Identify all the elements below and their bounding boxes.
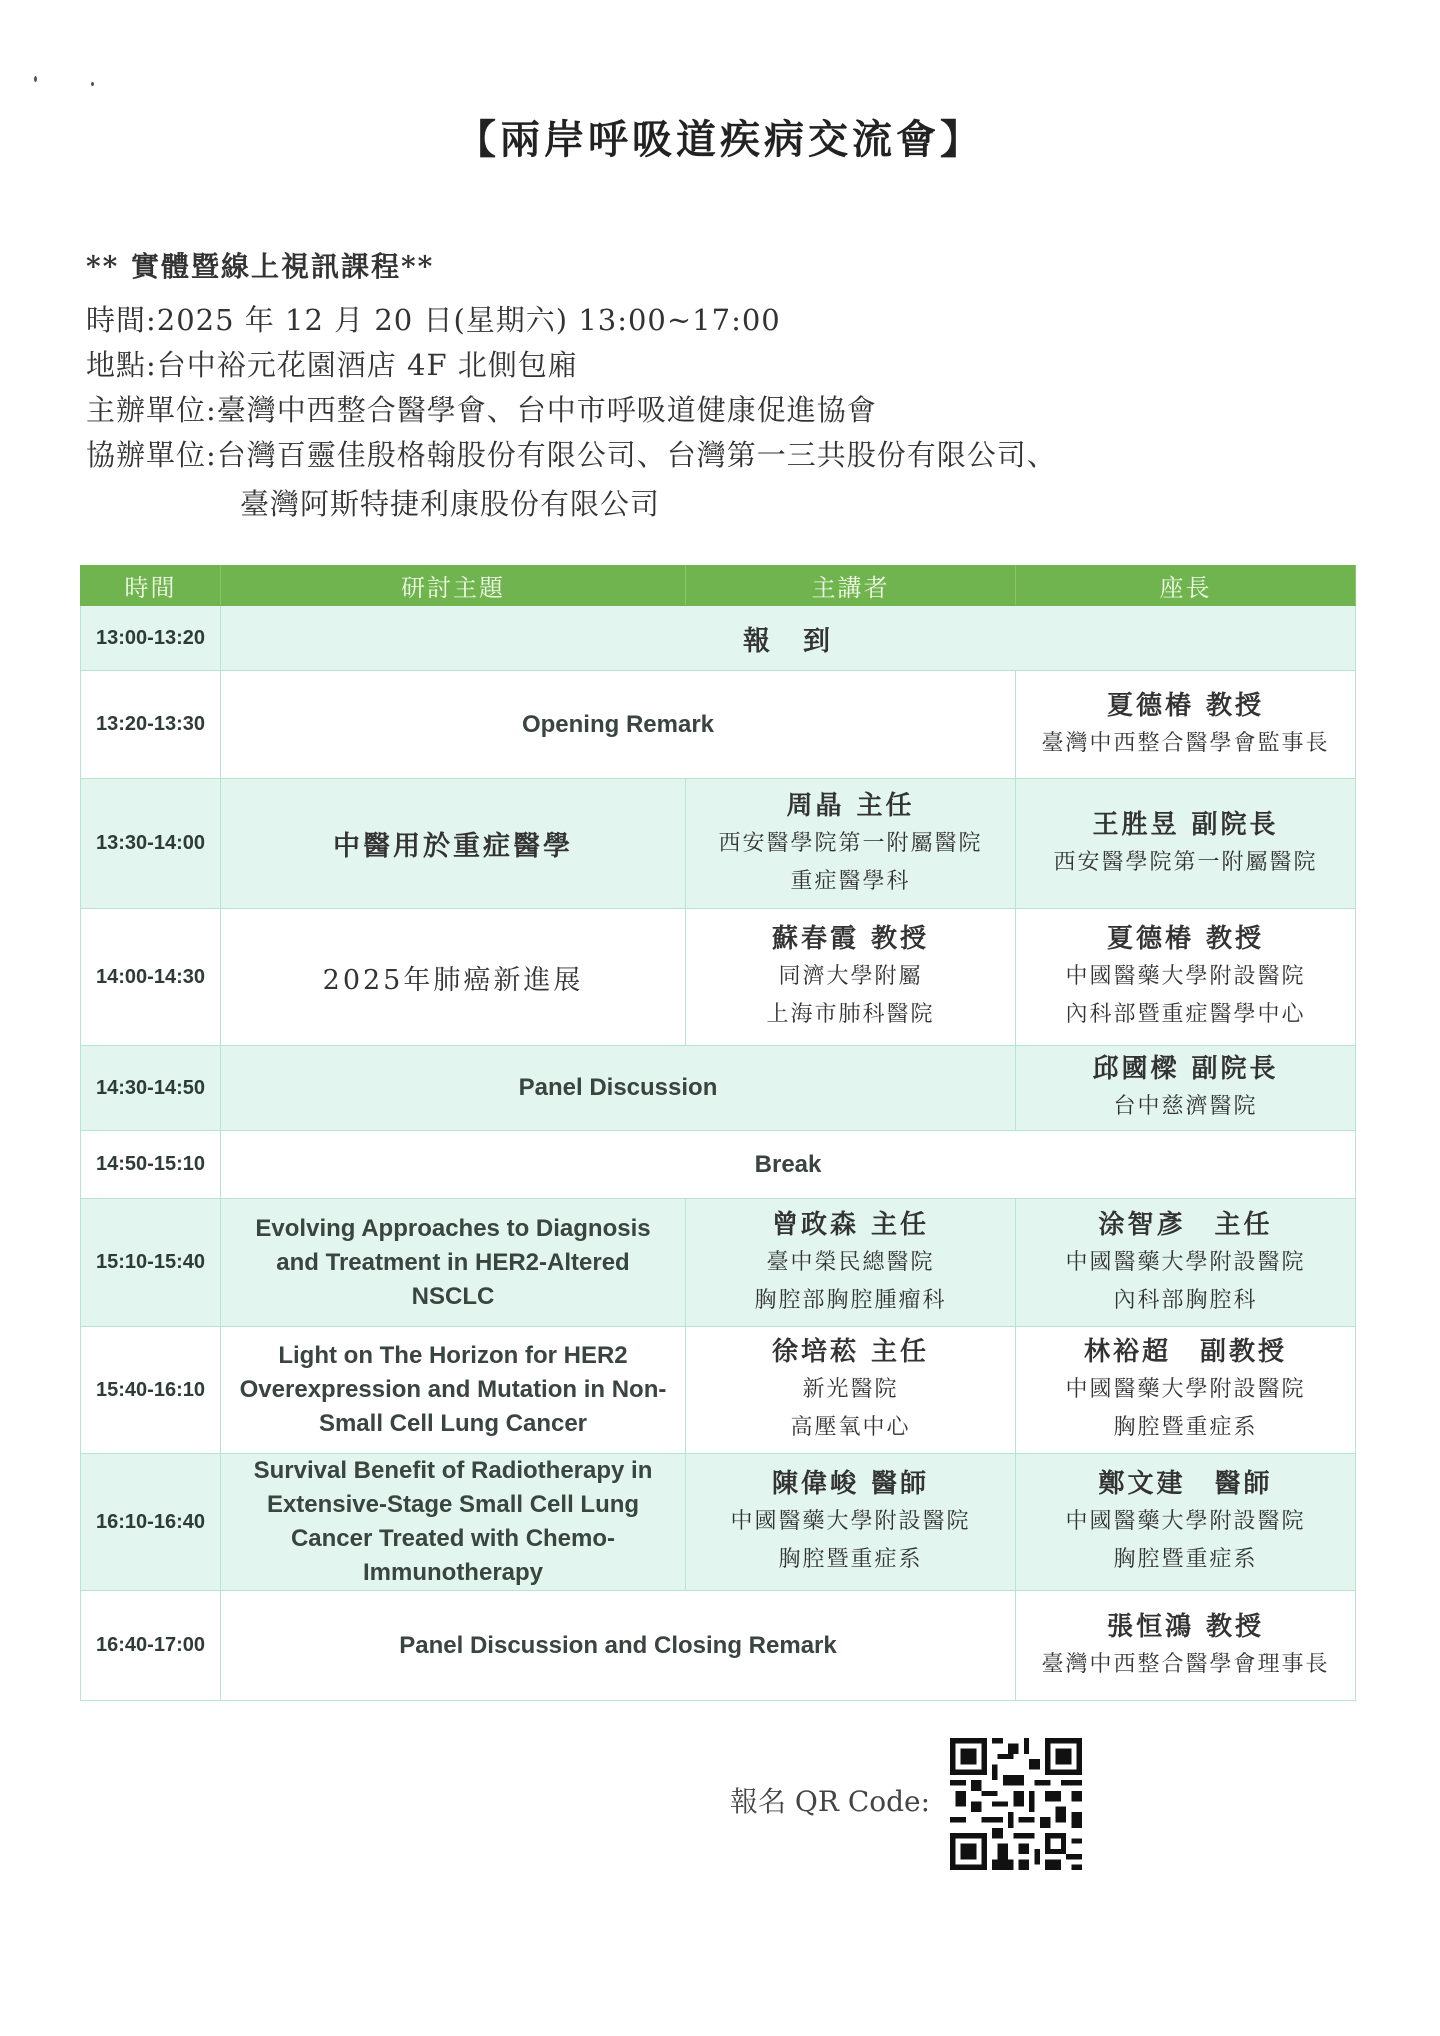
table-row <box>81 1046 1356 1131</box>
chair-affiliation: 中國醫藥大學附設醫院 <box>1065 1377 1306 1402</box>
session-time: 16:40-17:00 <box>81 1591 221 1701</box>
table-row <box>81 606 1356 671</box>
speaker-cell <box>686 1199 1016 1327</box>
speaker-name: 徐培菘 主任 <box>771 1337 930 1367</box>
session-topic: Break <box>221 1131 1356 1199</box>
page-title: 【兩岸呼吸道疾病交流會】 <box>456 116 984 163</box>
chair-name: 夏德椿 教授 <box>1106 924 1265 954</box>
speaker-affiliation: 高壓氧中心 <box>790 1415 911 1440</box>
chair-affiliation: 臺灣中西整合醫學會監事長 <box>1041 730 1330 756</box>
speaker-affiliation: 重症醫學科 <box>790 868 911 894</box>
registration-qr-label: 報名 QR Code: <box>730 1785 931 1818</box>
table-row <box>81 909 1356 1046</box>
chair-cell <box>1016 1199 1356 1327</box>
session-time: 14:00-14:30 <box>81 909 221 1046</box>
chair-affiliation: 內科部胸腔科 <box>1113 1287 1258 1313</box>
session-time: 14:30-14:50 <box>81 1046 221 1131</box>
session-time: 15:40-16:10 <box>81 1327 221 1454</box>
session-topic: Light on The Horizon for HER2 Overexpression and Mutation in Non-Small Cell Lung Cancer <box>221 1327 686 1454</box>
header-chair: 座長 <box>1016 566 1356 606</box>
chair-cell <box>1016 1327 1356 1454</box>
chair-name: 邱國樑 副院長 <box>1092 1054 1279 1084</box>
speaker-cell <box>686 779 1016 909</box>
chair-affiliation: 胸腔暨重症系 <box>1113 1547 1258 1572</box>
qr-code-icon[interactable] <box>950 1738 1082 1870</box>
co-organizer-line1: 協辦單位:台灣百靈佳殷格翰股份有限公司、台灣第一三共股份有限公司、 <box>86 438 1057 472</box>
chair-affiliation: 中國醫藥大學附設醫院 <box>1065 1509 1306 1534</box>
session-topic: Evolving Approaches to Diagnosis and Treatment in HER2-Altered NSCLC <box>221 1199 686 1327</box>
table-row <box>81 1199 1356 1327</box>
table-row <box>81 671 1356 779</box>
co-organizer-line2: 臺灣阿斯特捷利康股份有限公司 <box>240 487 661 521</box>
organizer: 主辦單位:臺灣中西整合醫學會、台中市呼吸道健康促進協會 <box>86 393 877 427</box>
speaker-cell <box>686 909 1016 1046</box>
chair-name: 鄭文建 醫師 <box>1098 1469 1273 1499</box>
session-time: 14:50-15:10 <box>81 1131 221 1199</box>
chair-cell <box>1016 671 1356 779</box>
chair-affiliation: 中國醫藥大學附設醫院 <box>1065 964 1306 989</box>
table-row <box>81 1131 1356 1199</box>
speaker-name: 曾政森 主任 <box>771 1209 930 1240</box>
chair-cell <box>1016 1591 1356 1701</box>
table-row <box>81 1454 1356 1591</box>
chair-affiliation: 西安醫學院第一附屬醫院 <box>1053 849 1318 875</box>
chair-affiliation: 胸腔暨重症系 <box>1113 1415 1258 1440</box>
table-row <box>81 779 1356 909</box>
session-time: 15:10-15:40 <box>81 1199 221 1327</box>
speaker-name: 周晶 主任 <box>786 790 915 821</box>
speaker-affiliation: 新光醫院 <box>802 1377 899 1402</box>
chair-affiliation: 台中慈濟醫院 <box>1113 1094 1258 1119</box>
session-time: 16:10-16:40 <box>81 1454 221 1591</box>
chair-name: 林裕超 副教授 <box>1083 1337 1287 1367</box>
chair-cell <box>1016 1046 1356 1131</box>
session-topic: 中醫用於重症醫學 <box>221 779 686 909</box>
course-subtitle: ** 實體暨線上視訊課程** <box>86 250 435 283</box>
chair-cell <box>1016 909 1356 1046</box>
session-topic: 2025年肺癌新進展 <box>221 909 686 1046</box>
chair-affiliation: 內科部暨重症醫學中心 <box>1065 1002 1306 1027</box>
speaker-affiliation: 同濟大學附屬 <box>778 964 923 989</box>
scan-speck <box>91 82 94 86</box>
speaker-affiliation: 中國醫藥大學附設醫院 <box>730 1509 971 1534</box>
scan-speck <box>34 76 37 82</box>
speaker-cell <box>686 1454 1016 1591</box>
speaker-affiliation: 臺中榮民總醫院 <box>766 1249 935 1275</box>
chair-affiliation: 中國醫藥大學附設醫院 <box>1065 1249 1306 1275</box>
header-topic: 研討主題 <box>221 566 686 606</box>
chair-name: 夏德椿 教授 <box>1106 690 1265 721</box>
table-header-row <box>81 566 1356 606</box>
chair-name: 王胜昱 副院長 <box>1092 809 1279 840</box>
table-row <box>81 1591 1356 1701</box>
session-topic: Panel Discussion and Closing Remark <box>221 1591 1016 1701</box>
header-speaker: 主講者 <box>686 566 1016 606</box>
schedule-table <box>80 565 1356 1701</box>
session-time: 13:20-13:30 <box>81 671 221 779</box>
session-time: 13:00-13:20 <box>81 606 221 671</box>
speaker-affiliation: 胸腔暨重症系 <box>778 1547 923 1572</box>
speaker-affiliation: 上海市肺科醫院 <box>766 1002 935 1027</box>
session-time: 13:30-14:00 <box>81 779 221 909</box>
event-location: 地點:台中裕元花園酒店 4F 北側包廂 <box>86 348 578 382</box>
session-topic: Survival Benefit of Radiotherapy in Extensive-Stage Small Cell Lung Cancer Treated with Chemo-Immunotherapy <box>221 1454 686 1591</box>
speaker-name: 蘇春霞 教授 <box>771 924 930 954</box>
chair-name: 涂智彥 主任 <box>1098 1209 1273 1240</box>
speaker-affiliation: 西安醫學院第一附屬醫院 <box>718 830 983 856</box>
session-topic: Opening Remark <box>221 671 1016 779</box>
speaker-affiliation: 胸腔部胸腔腫瘤科 <box>754 1287 947 1313</box>
table-row <box>81 1327 1356 1454</box>
co-organizer <box>86 433 1057 523</box>
event-time: 時間:2025 年 12 月 20 日(星期六) 13:00~17:00 <box>86 303 781 337</box>
chair-cell <box>1016 1454 1356 1591</box>
header-time: 時間 <box>81 566 221 606</box>
speaker-name: 陳偉峻 醫師 <box>771 1469 930 1499</box>
chair-name: 張恒鴻 教授 <box>1106 1611 1265 1642</box>
chair-cell <box>1016 779 1356 909</box>
session-topic: Panel Discussion <box>221 1046 1016 1131</box>
session-topic: 報 到 <box>221 606 1356 671</box>
speaker-cell <box>686 1327 1016 1454</box>
chair-affiliation: 臺灣中西整合醫學會理事長 <box>1041 1651 1330 1677</box>
